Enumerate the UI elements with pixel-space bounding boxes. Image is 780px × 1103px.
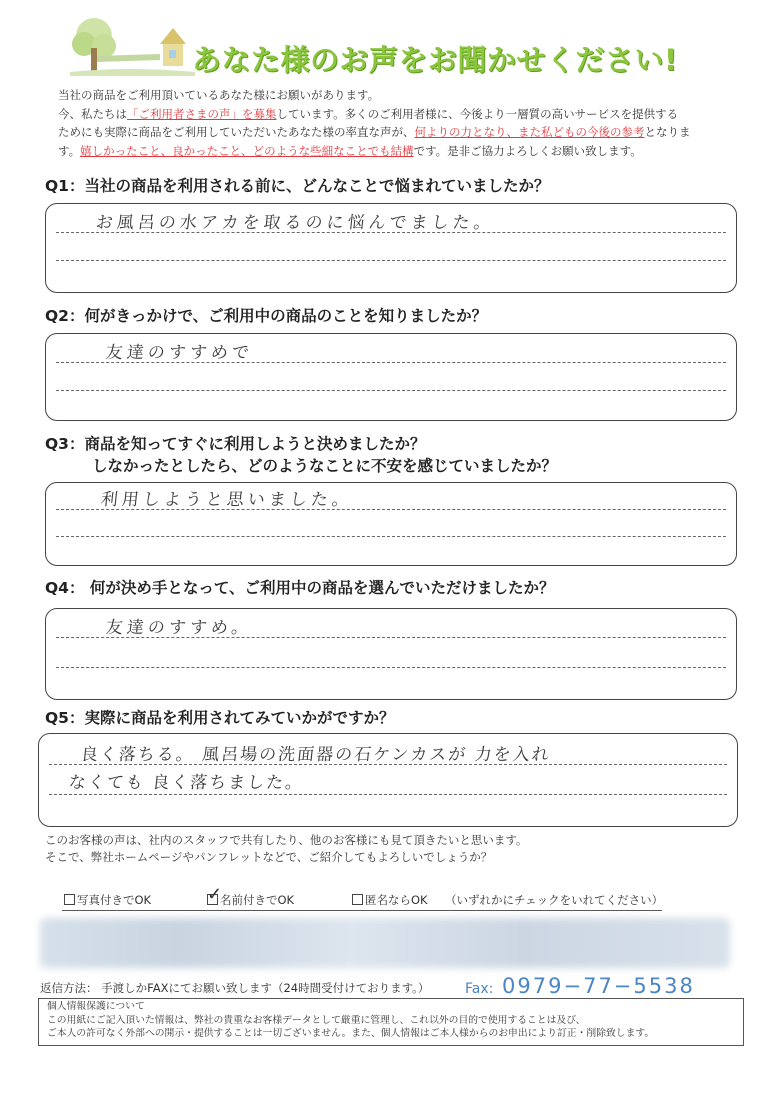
question-3-sub: しなかったとしたら、どのようなことに不安を感じていましたか？ [92,457,558,475]
check-mark-icon: ✓ [207,884,223,905]
intro-line: 今、私たちは [58,106,127,121]
privacy-line: この用紙にご記入頂いた情報は、弊社の貴重なお客様データとして厳重に管理し、これ以外の目的で使用することは及び、 [47,1014,586,1026]
checkbox-square [64,894,75,905]
checkbox-label: 匿名ならOK [365,893,428,907]
question-3: Q3：商品を知ってすぐに利用しようと決めましたか？ [45,435,426,453]
intro-highlight: 何よりの力となり、また私どもの今後の参考 [414,125,645,139]
intro-line: 当社の商品をご利用頂いているあなた様にお願いがあります。 [58,88,380,102]
answer-1: お風呂の水アカを取るのに悩んでました。 [94,213,496,233]
intro-line: ためにも実際に商品をご利用していただいたあなた様の率直な声が、 [58,125,415,139]
privacy-title: 個人情報保護について [47,1001,145,1012]
intro-line: しています。多くのご利用者様に、今後より一層質の高いサービスを提供する [276,106,679,121]
question-5: Q5：実際に商品を利用されてみていかがですか？ [45,709,395,727]
return-method: 返信方法： 手渡しかFAXにてお願い致します（24時間受付けております。） [40,981,430,995]
answer-line [56,536,726,537]
question-4: Q4： 何が決め手となって、ご利用中の商品を選んでいただけましたか？ [45,579,555,597]
answer-box-2[interactable] [45,333,737,421]
divider [62,910,662,911]
privacy-notice [38,998,744,1046]
consent-line: そこで、弊社ホームページやパンフレットなどで、ご紹介してもよろしいでしょうか？ [45,850,493,864]
answer-5-line2: なくても 良く落ちました。 [67,773,306,793]
checkbox-photo[interactable] [64,892,151,908]
checkbox-label: 写真付きでOK [77,893,152,907]
question-1: Q1：当社の商品を利用される前に、どんなことで悩まれていましたか？ [45,177,550,195]
answer-line [56,667,726,668]
answer-line [56,260,726,261]
answer-box-3[interactable] [45,482,737,566]
answer-5: 良く落ちる。 風呂場の洗面器の石ケンカスが 力を入れ [79,745,552,765]
intro-highlight: 嬉しかったこと、良かったこと、どのような些細なことでも結構 [80,143,414,158]
checkbox-label: 名前付きでOK [220,893,295,907]
intro-text [58,86,748,160]
checkbox-hint: （いずれかにチェックをいれてください） [445,893,664,907]
consent-note [45,832,745,866]
question-2: Q2：何がきっかけで、ご利用中の商品のことを知りましたか？ [45,307,488,325]
intro-line: となりま [644,125,691,139]
answer-box-1[interactable] [45,203,737,293]
privacy-line: ご本人の許可なく外部への開示・提供することは一切ございません。また、個人情報はご本人様からのお申出により訂正・削除致します。 [47,1028,655,1039]
intro-line: です。是非ご協力よろしくお願い致します。 [413,143,642,158]
answer-line [49,794,727,795]
checkbox-square [352,894,363,905]
answer-line [56,390,726,391]
consent-line: このお客様の声は、社内のスタッフで共有したり、他のお客様にも見て頂きたいと思います。 [45,833,528,847]
intro-line: す。 [58,143,81,158]
fax-label: Fax: [465,981,494,997]
intro-highlight: 「ご利用者さまの声」を募集 [127,106,277,121]
checkbox-anonymous[interactable] [352,892,428,908]
consent-checkboxes [62,884,664,912]
fax-value: 0979−77−5538 [502,974,695,998]
answer-box-4[interactable] [45,608,737,700]
answer-4: 友達のすすめ。 [104,618,254,638]
answer-3: 利用しようと思いました。 [99,490,354,510]
answer-box-5[interactable] [38,733,738,827]
redacted-area [40,918,730,968]
answer-2: 友達のすすめで [104,343,254,363]
fax-number [465,974,695,998]
page-title: あなた様のお声をお聞かせください! [192,43,678,77]
header [70,14,760,80]
tree-house-illustration [70,14,195,80]
